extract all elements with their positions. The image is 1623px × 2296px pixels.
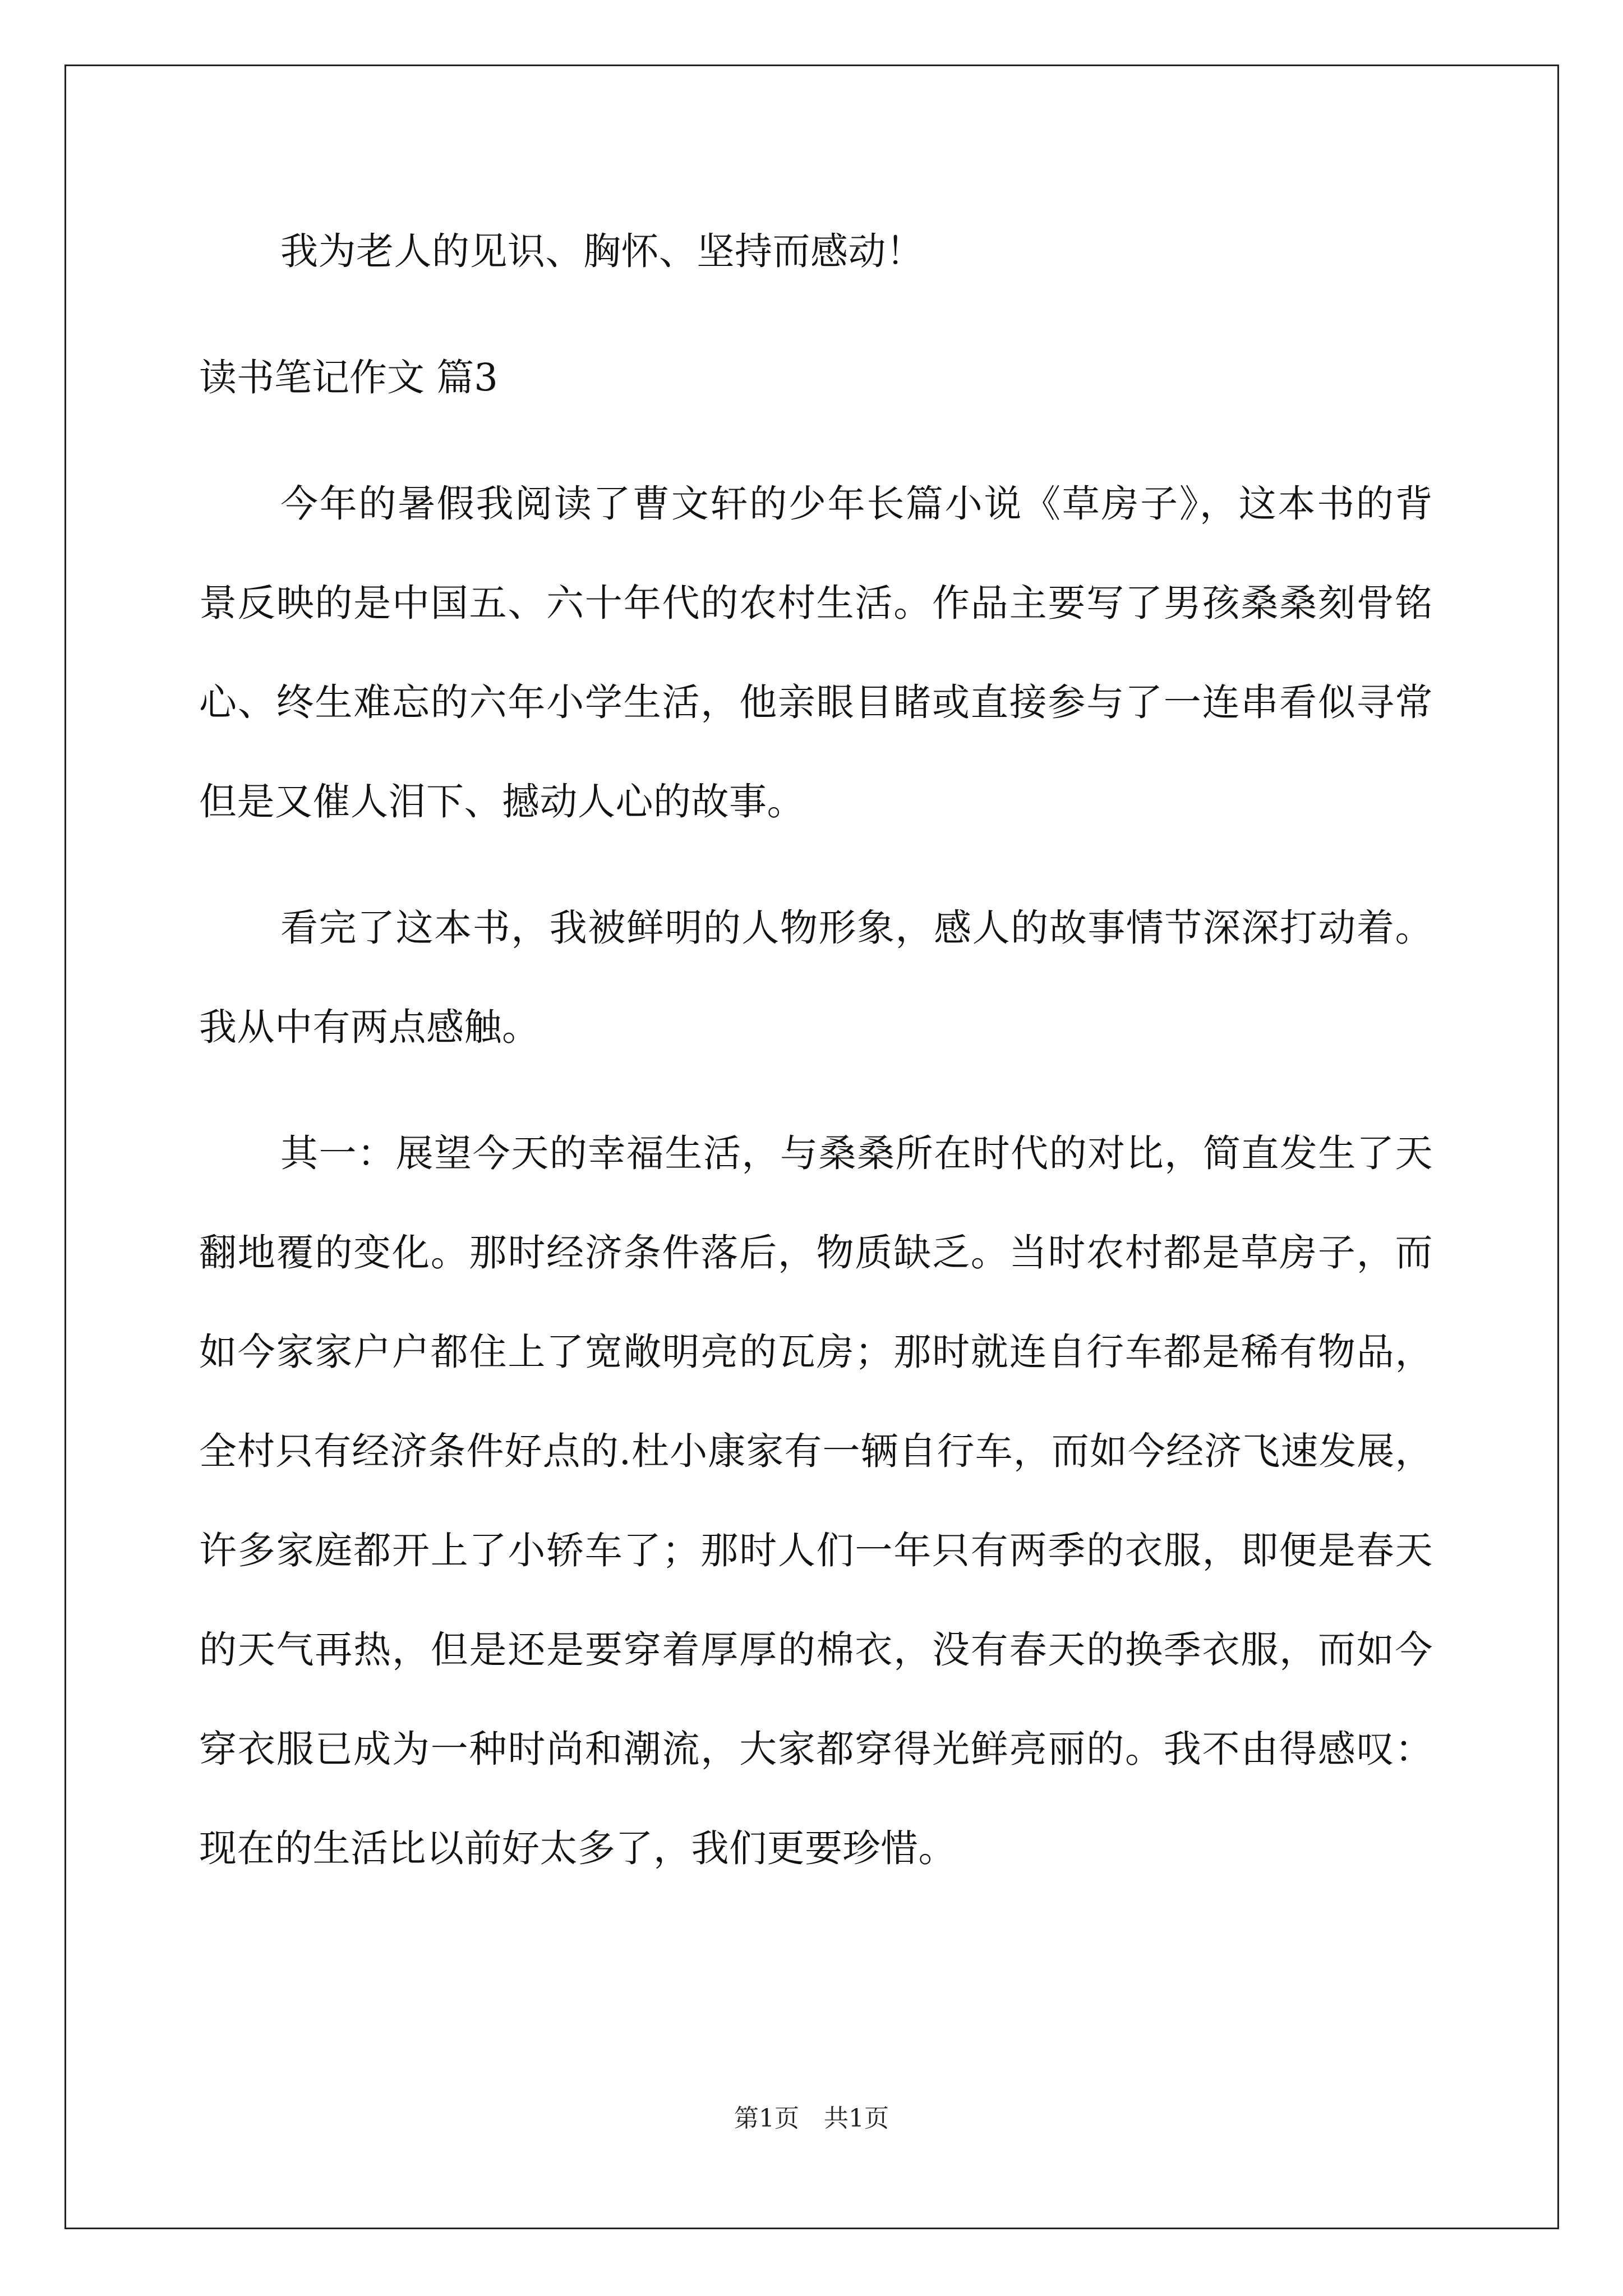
paragraph-first-point: 其一：展望今天的幸福生活，与桑桑所在时代的对比，简直发生了天翻地覆的变化。那时经济条件落后，物质缺乏。当时农村都是草房子，而如今家家户户都住上了宽敞明亮的瓦房；那时就连自行车都是稀有物品，全村只有经济条件好点的.杜小康家有一辆自行车，而如今经济飞速发展，许多家庭都开上了小轿车了；那时人们一年只有两季的衣服，即便是春天的天气再热，但是还是要穿着厚厚的棉衣，没有春天的换季衣服，而如今穿衣服已成为一种时尚和潮流，大家都穿得光鲜亮丽的。我不由得感叹：现在的生活比以前好太多了，我们更要珍惜。 xyxy=(199,1131,1433,1870)
paragraph-closing: 我为老人的见识、胸怀、坚持而感动！ xyxy=(280,229,924,273)
paragraph-impression: 看完了这本书，我被鲜明的人物形象，感人的故事情节深深打动着。我从中有两点感触。 xyxy=(199,906,1433,1049)
paragraph-intro: 今年的暑假我阅读了曹文轩的少年长篇小说《草房子》，这本书的背景反映的是中国五、六十年代的农村生活。作品主要写了男孩桑桑刻骨铭心、终生难忘的六年小学生活，他亲眼目睹或直接参与了一连串看似寻常但是又催人泪下、撼动人心的故事。 xyxy=(199,482,1433,823)
page-number-footer: 第1页 共1页 xyxy=(734,2104,889,2133)
document-body xyxy=(199,202,1433,1898)
section-heading: 读书笔记作文 篇3 xyxy=(199,356,498,399)
